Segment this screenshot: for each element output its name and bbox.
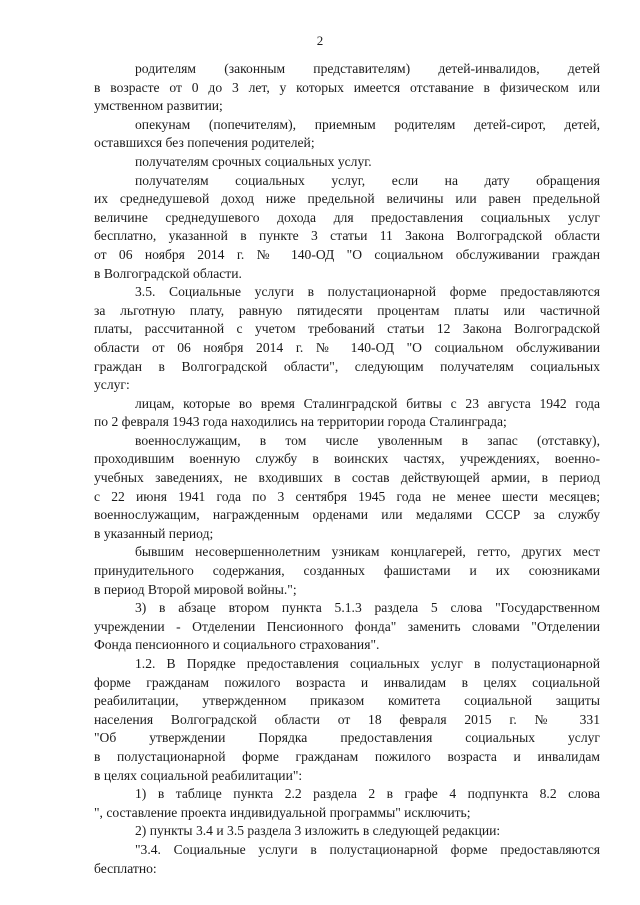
text-line: по 2 февраля 1943 года находились на территории города Сталинграда; bbox=[94, 414, 507, 430]
text-line: в период Второй мировой войны."; bbox=[94, 581, 297, 597]
text-line: ", составление проекта индивидуальной программы" исключить; bbox=[94, 804, 471, 820]
document-body bbox=[94, 60, 600, 878]
text-line: бывшим несовершеннолетним узникам концлагерей, гетто, других мест bbox=[135, 544, 600, 560]
text-line: получателям срочных социальных услуг. bbox=[135, 153, 372, 169]
text-line: за льготную плату, равную пятидесяти процентам платы или частичной bbox=[94, 302, 600, 318]
text-line: "Об утверждении Порядка предоставления социальных услуг bbox=[94, 730, 600, 746]
text-line: умственном развитии; bbox=[94, 98, 223, 114]
text-line: оставшихся без попечения родителей; bbox=[94, 135, 315, 151]
text-line: их среднедушевой доход ниже предельной величины или равен предельной bbox=[94, 191, 600, 207]
text-line: 2) пункты 3.4 и 3.5 раздела 3 изложить в следующей редакции: bbox=[135, 823, 501, 839]
text-line: в целях социальной реабилитации": bbox=[94, 767, 303, 783]
text-line: услуг: bbox=[94, 377, 130, 393]
text-line: форме гражданам пожилого возраста и инвалидам в целях социальной bbox=[94, 674, 600, 690]
text-line: бесплатно: bbox=[94, 860, 157, 876]
text-line: лицам, которые во время Сталинградской битвы с 23 августа 1942 года bbox=[135, 395, 600, 411]
text-line: учебных заведениях, не входивших в состав действующей армии, в период bbox=[94, 470, 600, 486]
text-line: граждан в Волгоградской области", следующим получателям социальных bbox=[94, 358, 600, 374]
text-line: 3) в абзаце втором пункта 5.1.3 раздела 5 слова "Государственном bbox=[135, 600, 600, 616]
text-line: учреждении - Отделении Пенсионного фонда" заменить словами "Отделении bbox=[94, 618, 600, 634]
text-line: в возрасте от 0 до 3 лет, у которых имеется отставание в физическом или bbox=[94, 79, 600, 95]
text-line: в Волгоградской области. bbox=[94, 265, 242, 281]
text-line: от 06 ноября 2014 г. № 140-ОД "О социальном обслуживании граждан bbox=[94, 246, 600, 262]
text-line: проходившим военную службу в воинских частях, учреждениях, военно- bbox=[94, 451, 600, 467]
text-line: реабилитации, утвержденном приказом комитета социальной защиты bbox=[94, 693, 600, 709]
text-line: платы, рассчитанной с учетом требований статьи 12 Закона Волгоградской bbox=[94, 321, 600, 337]
text-line: опекунам (попечителям), приемным родителям детей-сирот, детей, bbox=[135, 116, 600, 132]
text-line: Фонда пенсионного и социального страхования". bbox=[94, 637, 380, 653]
text-line: бесплатно, указанной в пункте 3 статьи 11 Закона Волгоградской области bbox=[94, 228, 600, 244]
text-line: населения Волгоградской области от 18 февраля 2015 г. № 331 bbox=[94, 711, 600, 727]
text-line: "3.4. Социальные услуги в полустационарной форме предоставляются bbox=[135, 841, 600, 857]
text-line: величине среднедушевого дохода для предоставления социальных услуг bbox=[94, 209, 600, 225]
text-line: в полустационарной форме гражданам пожилого возраста и инвалидам bbox=[94, 748, 600, 764]
text-line: 3.5. Социальные услуги в полустационарной форме предоставляются bbox=[135, 284, 600, 300]
text-line: военнослужащим, в том числе уволенным в запас (отставку), bbox=[135, 432, 600, 448]
text-line: принудительного содержания, созданных фашистами и их союзниками bbox=[94, 563, 600, 579]
text-line: получателям социальных услуг, если на дату обращения bbox=[135, 172, 600, 188]
text-line: в указанный период; bbox=[94, 525, 214, 541]
text-line: с 22 июня 1941 года по 3 сентября 1945 года не менее шести месяцев; bbox=[94, 488, 600, 504]
text-line: родителям (законным представителям) детей-инвалидов, детей bbox=[135, 61, 600, 76]
page-number: 2 bbox=[316, 33, 324, 48]
text-line: военнослужащим, награжденным орденами или медалями СССР за службу bbox=[94, 507, 600, 523]
text-line: 1) в таблице пункта 2.2 раздела 2 в графе 4 подпункта 8.2 слова bbox=[135, 786, 600, 802]
text-line: области от 06 ноября 2014 г. № 140-ОД "О социальном обслуживании bbox=[94, 339, 600, 355]
text-line: 1.2. В Порядке предоставления социальных услуг в полустационарной bbox=[135, 656, 600, 671]
